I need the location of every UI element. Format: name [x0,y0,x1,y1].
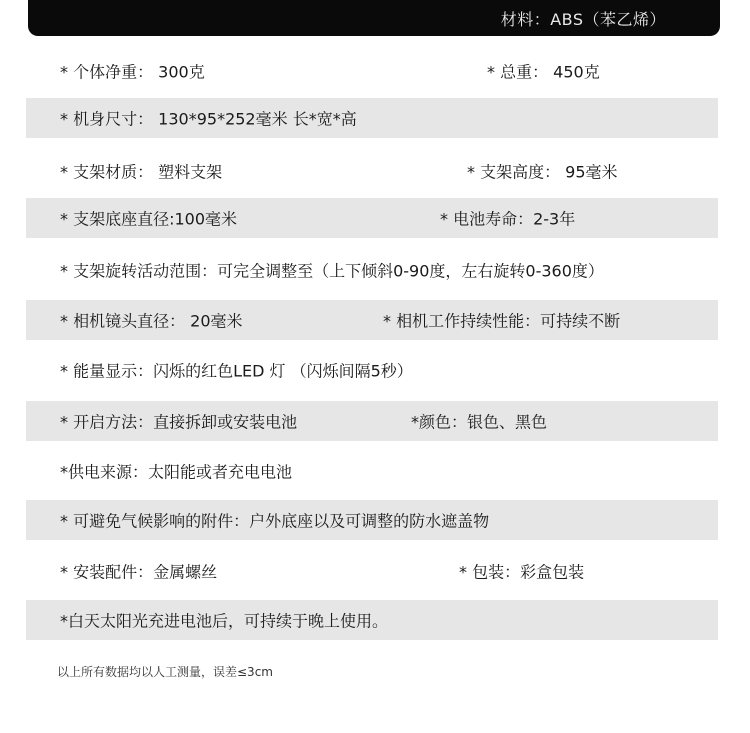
spec-left-text: * 开启方法：直接拆卸或安装电池 [60,412,298,432]
spec-right-text: * 包装：彩盒包装 [459,562,585,582]
spec-left-text: * 支架材质： 塑料支架 [60,162,223,182]
spec-left-text: * 安装配件：金属螺丝 [60,562,218,582]
spec-left-text: * 支架旋转活动范围：可完全调整至（上下倾斜0-90度，左右旋转0-360度） [60,261,604,281]
spec-row [26,250,718,290]
spec-left-text: *供电来源：太阳能或者充电电池 [60,462,293,482]
spec-right-text: * 总重： 450克 [487,62,600,82]
spec-row [26,600,718,640]
spec-right-text: * 相机工作持续性能：可持续不断 [383,311,621,331]
spec-left-text: * 支架底座直径:100毫米 [60,209,238,229]
spec-left-text: * 相机镜头直径： 20毫米 [60,311,243,331]
spec-row [26,350,718,390]
measurement-footnote: 以上所有数据均以人工测量，误差≤3cm [57,665,273,679]
spec-right-text: *颜色：银色、黑色 [411,412,548,432]
spec-row [26,500,718,540]
spec-row [26,151,718,191]
spec-right-text: * 电池寿命：2-3年 [440,209,576,229]
spec-row [26,198,718,238]
material-label: 材料：ABS（苯乙烯） [500,10,666,29]
spec-row [26,98,718,138]
spec-row [26,451,718,491]
header-bar [28,0,720,36]
spec-left-text: * 个体净重： 300克 [60,62,205,82]
spec-row [26,401,718,441]
spec-row [26,551,718,591]
spec-right-text: * 支架高度： 95毫米 [467,162,618,182]
spec-left-text: * 机身尺寸： 130*95*252毫米 长*宽*高 [60,109,357,129]
spec-left-text: *白天太阳光充进电池后，可持续于晚上使用。 [60,611,389,631]
spec-row [26,51,718,91]
spec-row [26,300,718,340]
spec-left-text: * 能量显示：闪烁的红色LED 灯 （闪烁间隔5秒） [60,361,413,381]
spec-left-text: * 可避免气候影响的附件：户外底座以及可调整的防水遮盖物 [60,511,490,531]
